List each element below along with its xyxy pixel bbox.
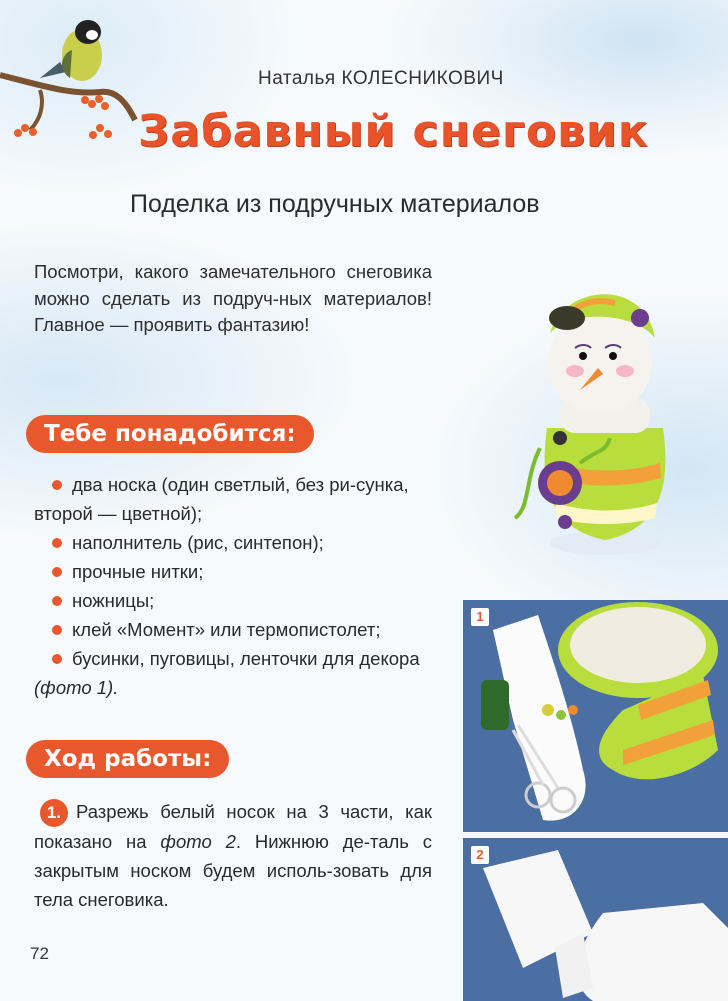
materials-item: наполнитель (рис, синтепон); bbox=[34, 528, 432, 557]
materials-item: ножницы; bbox=[34, 586, 432, 615]
snowman-photo bbox=[505, 278, 705, 568]
bullet-icon bbox=[52, 480, 62, 490]
photo-1-image bbox=[463, 600, 728, 832]
page-subtitle: Поделка из подручных материалов bbox=[130, 190, 540, 218]
photo-label: 1 bbox=[471, 608, 489, 626]
page-number: 72 bbox=[30, 944, 49, 963]
author-name: Наталья КОЛЕСНИКОВИЧ bbox=[258, 68, 504, 89]
intro-paragraph: Посмотри, какого замечательного снеговика можно сделать из подруч-ных материалов! Главное — проявить фантазию! bbox=[34, 261, 432, 335]
step-1: 1. Разрежь белый носок на 3 части, как показано на фото 2. Нижнюю де-таль с закрытым носком будем исполь-зовать для тела снеговика. bbox=[34, 801, 433, 910]
materials-item: бусинки, пуговицы, ленточки для декора (фото 1). bbox=[34, 648, 420, 698]
photo-label: 2 bbox=[471, 846, 489, 864]
photo-reference: фото 2 bbox=[160, 831, 236, 852]
steps-heading: Ход работы: bbox=[26, 740, 229, 778]
bullet-icon bbox=[52, 596, 62, 606]
bird-on-branch-illustration bbox=[0, 0, 140, 150]
step-number-badge: 1. bbox=[40, 799, 68, 827]
bullet-icon bbox=[52, 567, 62, 577]
photo-1-materials bbox=[463, 600, 728, 832]
materials-item: два носка (один светлый, без ри-сунка, второй — цветной); bbox=[34, 474, 409, 524]
bullet-icon bbox=[52, 654, 62, 664]
materials-heading: Тебе понадобится: bbox=[26, 415, 314, 453]
bullet-icon bbox=[52, 538, 62, 548]
bullet-icon bbox=[52, 625, 62, 635]
materials-item: клей «Момент» или термопистолет; bbox=[34, 615, 432, 644]
page-title: Забавный снеговик bbox=[138, 106, 649, 157]
photo-reference: (фото 1). bbox=[34, 677, 119, 698]
photo-2-image bbox=[463, 838, 728, 1001]
materials-list bbox=[34, 470, 432, 702]
photo-2-cut-sock bbox=[463, 838, 728, 1001]
materials-item: прочные нитки; bbox=[34, 557, 432, 586]
